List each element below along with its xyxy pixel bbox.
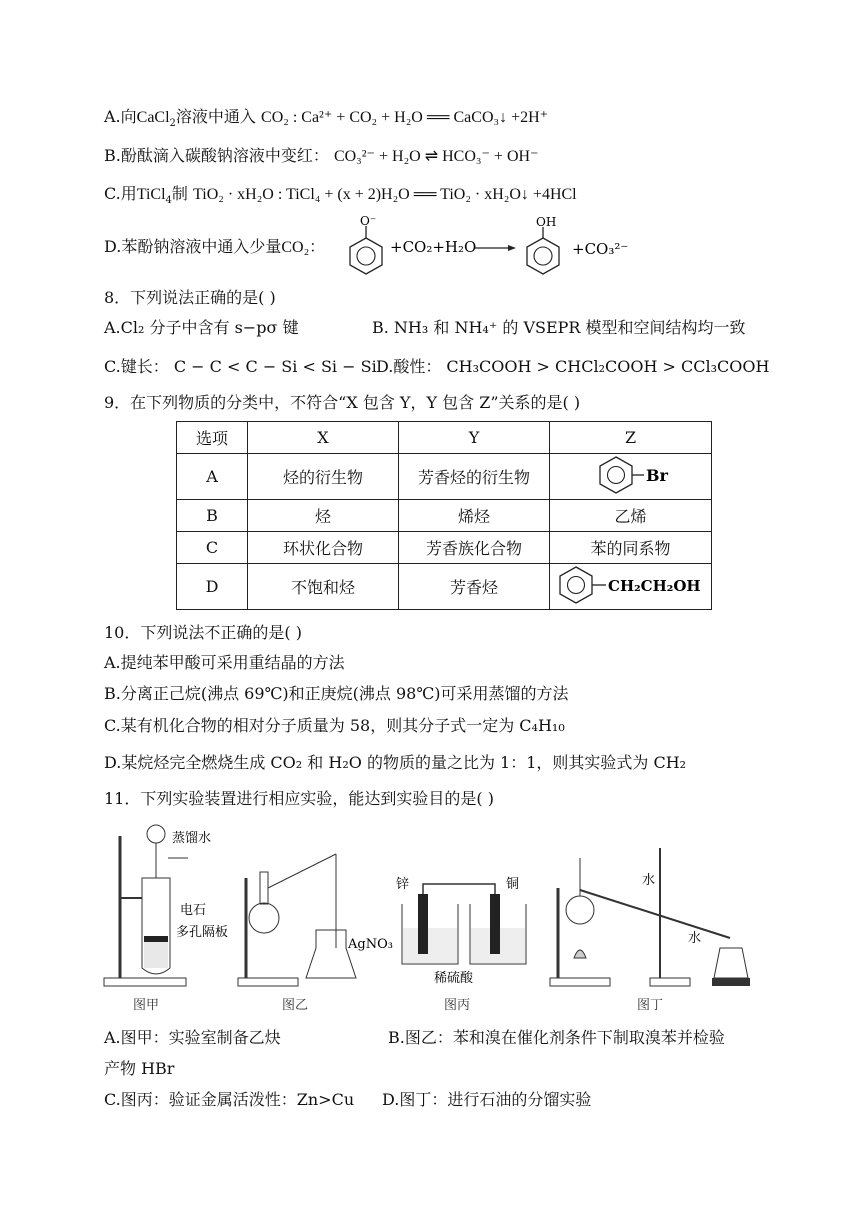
row-b-z: 乙烯 bbox=[550, 500, 712, 532]
q7-c-reagent-sub: 4 bbox=[165, 195, 172, 207]
row-c-x: 环状化合物 bbox=[248, 532, 399, 564]
caption-jia: 图甲 bbox=[133, 998, 160, 1013]
row-d-z bbox=[550, 564, 712, 610]
row-d-option: D bbox=[177, 564, 248, 610]
q9-table bbox=[176, 421, 712, 610]
q7-a-equation: CO₂ : Ca²⁺ + CO₂ + H₂O ══ CaCO₃↓ +2H⁺ bbox=[261, 109, 549, 126]
row-a-z-label: Br bbox=[645, 465, 668, 485]
q7-d-plus1: +CO₂+H₂O bbox=[390, 238, 477, 256]
row-c-z: 苯的同系物 bbox=[550, 532, 712, 564]
q7-c-prefix: C.用 bbox=[104, 184, 137, 203]
q7-c-mid: 制 bbox=[171, 184, 188, 203]
q11-option-d: D.图丁：进行石油的分馏实验 bbox=[382, 1090, 592, 1109]
q11-option-b: B.图乙：苯和溴在催化剂条件下制取溴苯并检验 bbox=[388, 1028, 725, 1047]
q7-a-reagent: CaCl bbox=[136, 109, 170, 126]
q9-stem: 9．在下列物质的分类中，不符合“X 包含 Y，Y 包含 Z”关系的是( ) bbox=[104, 393, 581, 412]
q10-option-b: B.分离正己烷(沸点 69℃)和正庚烷(沸点 98℃)可采用蒸馏的方法 bbox=[104, 684, 569, 703]
label-carbide: 电石 bbox=[180, 903, 207, 918]
q7-a-mid: 溶液中通入 bbox=[175, 107, 256, 126]
label-copper: 铜 bbox=[506, 877, 520, 892]
phenolate-o-label: O⁻ bbox=[360, 214, 377, 228]
row-a-option: A bbox=[177, 454, 248, 500]
label-porous-plate: 多孔隔板 bbox=[176, 925, 229, 940]
row-d-x: 不饱和烃 bbox=[248, 564, 399, 610]
q11-option-b-cont: 产物 HBr bbox=[104, 1059, 175, 1078]
bromobenzene-structure bbox=[586, 455, 676, 495]
q7-option-c bbox=[104, 183, 577, 206]
label-water-in: 水 bbox=[688, 931, 702, 946]
label-agno3: AgNO₃ bbox=[348, 937, 393, 952]
q8-stem: 8．下列说法正确的是( ) bbox=[104, 288, 276, 307]
label-dilute-sulfuric-acid: 稀硫酸 bbox=[434, 971, 474, 986]
q7-a-reagent-sub: 2 bbox=[169, 118, 176, 130]
q10-option-d: D.某烷烃完全燃烧生成 CO₂ 和 H₂O 的物质的量之比为 1：1，则其实验式为 CH₂ bbox=[104, 753, 687, 772]
figure-jia-apparatus bbox=[100, 818, 230, 990]
row-d-y: 芳香烃 bbox=[399, 564, 550, 610]
q11-option-c: C.图丙：验证金属活泼性：Zn>Cu bbox=[104, 1090, 355, 1109]
figure-ding-apparatus bbox=[540, 818, 760, 990]
row-a-x: 烃的衍生物 bbox=[248, 454, 399, 500]
q7-option-b bbox=[104, 145, 539, 168]
q7-d-mid: CO₂： bbox=[281, 239, 326, 256]
q8-option-c: C.键长： C − C < C − Si < Si − Si bbox=[104, 357, 377, 376]
table-row bbox=[177, 532, 712, 564]
row-c-y: 芳香族化合物 bbox=[399, 532, 550, 564]
q7-option-a bbox=[104, 106, 548, 129]
table-header-row bbox=[177, 422, 712, 454]
caption-ding: 图丁 bbox=[637, 998, 664, 1013]
q11-option-a: A.图甲：实验室制备乙炔 bbox=[104, 1028, 281, 1047]
row-b-y: 烯烃 bbox=[399, 500, 550, 532]
q11-stem: 11．下列实验装置进行相应实验，能达到实验目的是( ) bbox=[104, 789, 494, 808]
figure-yi-apparatus bbox=[236, 818, 393, 990]
label-zinc: 锌 bbox=[396, 877, 410, 892]
label-water-out: 水 bbox=[642, 873, 656, 888]
q7-c-reagent: TiCl bbox=[136, 186, 166, 203]
q8-option-a: A.Cl₂ 分子中含有 s−pσ 键 bbox=[104, 318, 299, 337]
row-b-option: B bbox=[177, 500, 248, 532]
phenylethanol-structure bbox=[556, 565, 706, 605]
table-row bbox=[177, 564, 712, 610]
q7-b-prefix: B.酚酞滴入碳酸钠溶液中变红： bbox=[104, 146, 329, 165]
q7-d-plus2: +CO₃²⁻ bbox=[572, 240, 629, 258]
row-a-y: 芳香烃的衍生物 bbox=[399, 454, 550, 500]
q7-b-equation: CO₃²⁻ + H₂O ⇌ HCO₃⁻ + OH⁻ bbox=[333, 148, 539, 165]
phenolate-reaction-diagram bbox=[340, 214, 670, 280]
q8-option-d: D.酸性： CH₃COOH > CHCl₂COOH > CCl₃COOH bbox=[376, 357, 770, 376]
q10-option-c: C.某有机化合物的相对分子质量为 58，则其分子式一定为 C₄H₁₀ bbox=[104, 716, 565, 735]
table-row bbox=[177, 454, 712, 500]
row-d-z-label: CH₂CH₂OH bbox=[607, 576, 701, 595]
q7-a-prefix: A.向 bbox=[104, 107, 137, 126]
caption-bing: 图丙 bbox=[444, 998, 471, 1013]
q10-stem: 10．下列说法不正确的是( ) bbox=[104, 623, 302, 642]
header-y: Y bbox=[399, 422, 550, 454]
figure-bing-apparatus bbox=[396, 818, 536, 990]
q7-c-equation: TiO₂ · xH₂O : TiCl₄ + (x + 2)H₂O ══ TiO₂ · xH₂O↓ +4HCl bbox=[193, 186, 577, 203]
q8-option-b: B. NH₃ 和 NH₄⁺ 的 VSEPR 模型和空间结构均一致 bbox=[372, 318, 746, 337]
q7-d-prefix: D.苯酚钠溶液中通入少量 bbox=[104, 237, 282, 256]
row-b-x: 烃 bbox=[248, 500, 399, 532]
label-distilled-water: 蒸馏水 bbox=[172, 831, 212, 846]
header-option: 选项 bbox=[177, 422, 248, 454]
row-a-z bbox=[550, 454, 712, 500]
phenol-oh-label: OH bbox=[536, 215, 557, 229]
caption-yi: 图乙 bbox=[282, 998, 309, 1013]
table-row bbox=[177, 500, 712, 532]
q10-option-a: A.提纯苯甲酸可采用重结晶的方法 bbox=[104, 653, 345, 672]
q7-option-d bbox=[104, 236, 325, 259]
header-x: X bbox=[248, 422, 399, 454]
row-c-option: C bbox=[177, 532, 248, 564]
header-z: Z bbox=[550, 422, 712, 454]
